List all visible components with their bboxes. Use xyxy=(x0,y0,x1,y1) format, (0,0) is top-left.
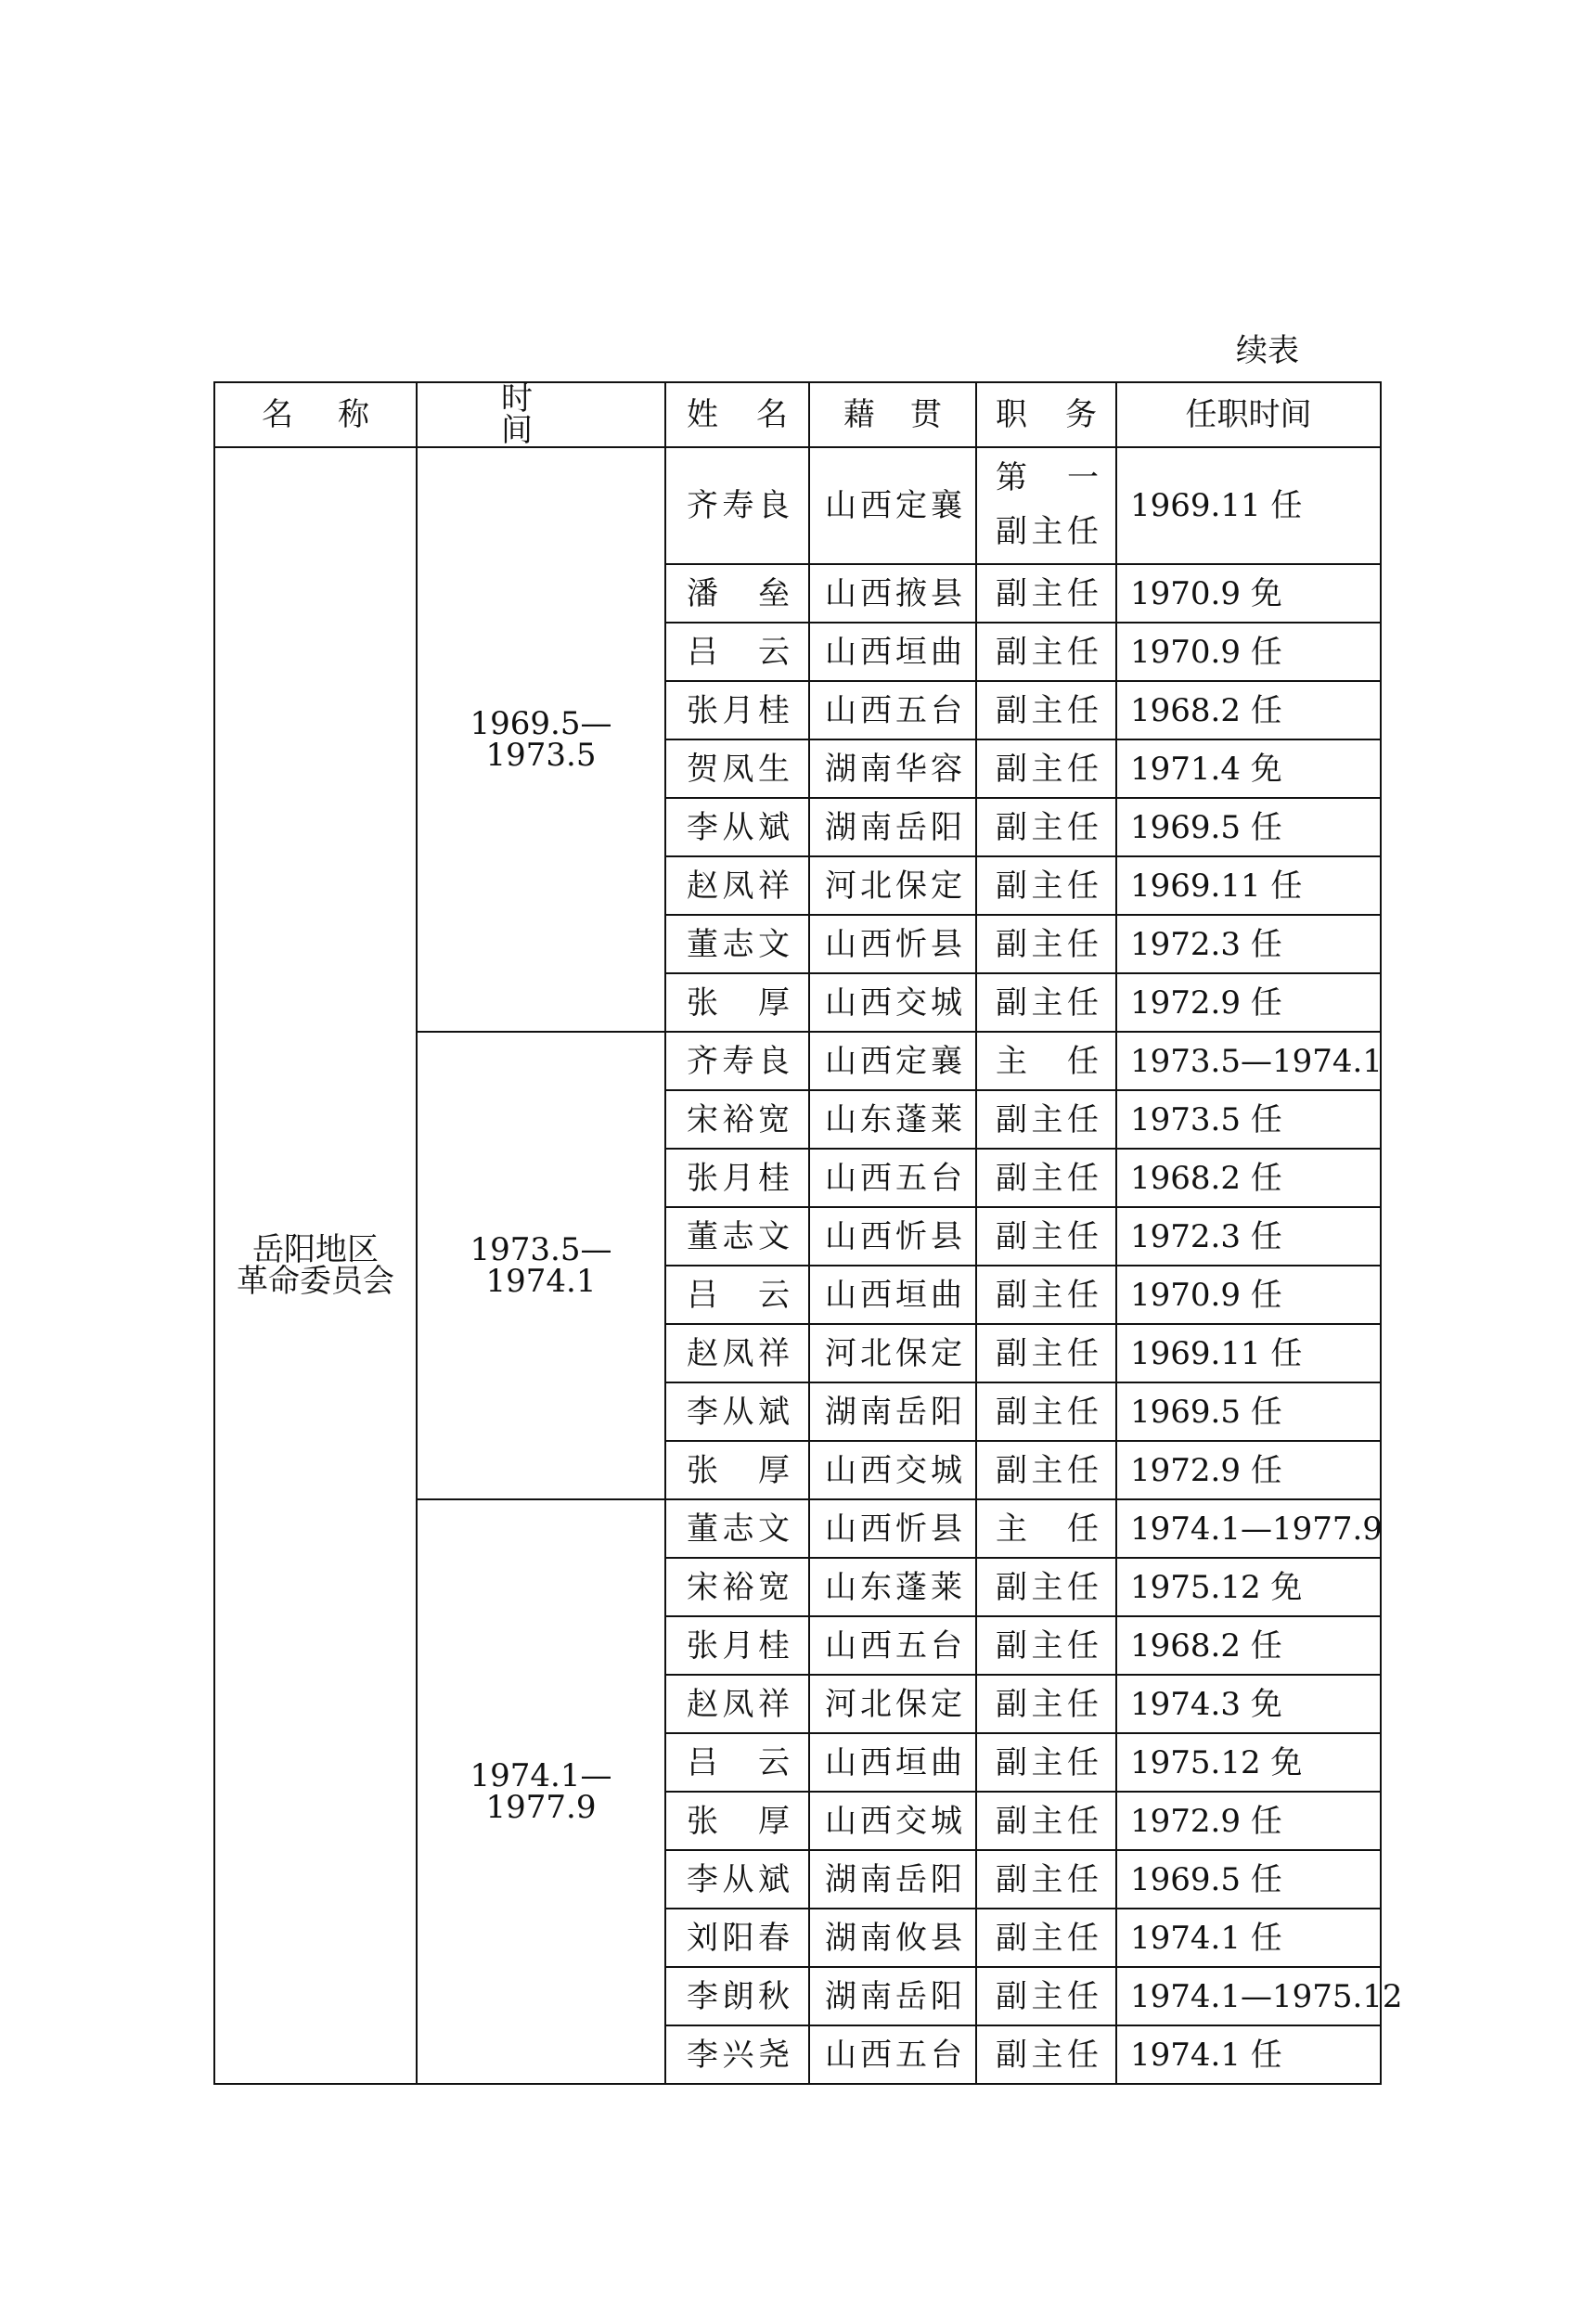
name-cell: 董志文 xyxy=(665,1207,809,1266)
term-cell: 1970.9 免 xyxy=(1116,564,1381,623)
place-cell: 河北保定 xyxy=(809,856,976,915)
place-cell: 山西垣曲 xyxy=(809,1733,976,1792)
name-cell: 宋裕宽 xyxy=(665,1558,809,1616)
header-row xyxy=(214,382,1381,447)
place-cell: 山西忻县 xyxy=(809,915,976,973)
name-cell: 李朗秋 xyxy=(665,1967,809,2025)
name-cell: 董志文 xyxy=(665,1499,809,1558)
name-cell: 吕 云 xyxy=(665,1266,809,1324)
place-cell: 山东蓬莱 xyxy=(809,1558,976,1616)
table-row xyxy=(214,447,1381,564)
header-term: 任职时间 xyxy=(1116,382,1381,447)
name-cell: 张 厚 xyxy=(665,973,809,1032)
position-line: 第 一 xyxy=(996,459,1099,497)
position-cell xyxy=(976,447,1116,564)
name-cell: 刘阳春 xyxy=(665,1909,809,1967)
header-org: 名 称 xyxy=(214,382,417,447)
name-cell: 张月桂 xyxy=(665,1149,809,1207)
header-period: 时 间 xyxy=(417,382,665,447)
name-cell: 齐寿良 xyxy=(665,447,809,564)
name-cell: 董志文 xyxy=(665,915,809,973)
header-position: 职 务 xyxy=(976,382,1116,447)
term-cell: 1968.2 任 xyxy=(1116,681,1381,739)
position-cell: 副主任 xyxy=(976,973,1116,1032)
term-cell: 1972.3 任 xyxy=(1116,1207,1381,1266)
position-cell: 副主任 xyxy=(976,798,1116,856)
position-cell: 副主任 xyxy=(976,1558,1116,1616)
term-cell: 1969.5 任 xyxy=(1116,1382,1381,1441)
period-cell: 1974.1—1977.9 xyxy=(417,1499,665,2084)
place-cell: 湖南岳阳 xyxy=(809,1967,976,2025)
name-cell: 张 厚 xyxy=(665,1441,809,1499)
position-cell: 副主任 xyxy=(976,856,1116,915)
term-cell: 1972.9 任 xyxy=(1116,973,1381,1032)
name-cell: 张月桂 xyxy=(665,1616,809,1675)
term-cell: 1974.1—1977.9 xyxy=(1116,1499,1381,1558)
position-cell: 副主任 xyxy=(976,1149,1116,1207)
place-cell: 山西交城 xyxy=(809,1792,976,1850)
term-cell: 1974.1 任 xyxy=(1116,1909,1381,1967)
organization-cell xyxy=(214,447,417,2084)
name-cell: 齐寿良 xyxy=(665,1032,809,1090)
place-cell: 湖南岳阳 xyxy=(809,798,976,856)
position-cell: 副主任 xyxy=(976,564,1116,623)
term-cell: 1969.11 任 xyxy=(1116,447,1381,564)
name-cell: 李从斌 xyxy=(665,1850,809,1909)
place-cell: 山东蓬莱 xyxy=(809,1090,976,1149)
name-cell: 吕 云 xyxy=(665,623,809,681)
place-cell: 山西五台 xyxy=(809,1616,976,1675)
position-cell: 主 任 xyxy=(976,1032,1116,1090)
position-cell: 副主任 xyxy=(976,623,1116,681)
name-cell: 潘 垒 xyxy=(665,564,809,623)
position-cell: 副主任 xyxy=(976,1675,1116,1733)
term-cell: 1972.9 任 xyxy=(1116,1441,1381,1499)
term-cell: 1968.2 任 xyxy=(1116,1616,1381,1675)
term-cell: 1974.1 任 xyxy=(1116,2025,1381,2084)
position-cell: 副主任 xyxy=(976,1967,1116,2025)
period-cell: 1969.5—1973.5 xyxy=(417,447,665,1032)
place-cell: 山西五台 xyxy=(809,2025,976,2084)
position-cell: 副主任 xyxy=(976,1616,1116,1675)
term-cell: 1969.11 任 xyxy=(1116,1324,1381,1382)
place-cell: 山西五台 xyxy=(809,681,976,739)
name-cell: 宋裕宽 xyxy=(665,1090,809,1149)
term-cell: 1975.12 免 xyxy=(1116,1558,1381,1616)
place-cell: 山西定襄 xyxy=(809,447,976,564)
term-cell: 1970.9 任 xyxy=(1116,623,1381,681)
place-cell: 山西掖县 xyxy=(809,564,976,623)
place-cell: 山西忻县 xyxy=(809,1207,976,1266)
name-cell: 张 厚 xyxy=(665,1792,809,1850)
term-cell: 1970.9 任 xyxy=(1116,1266,1381,1324)
name-cell: 李从斌 xyxy=(665,798,809,856)
name-cell: 吕 云 xyxy=(665,1733,809,1792)
term-cell: 1973.5—1974.1 xyxy=(1116,1032,1381,1090)
position-cell: 副主任 xyxy=(976,1909,1116,1967)
header-place: 藉 贯 xyxy=(809,382,976,447)
place-cell: 湖南华容 xyxy=(809,739,976,798)
term-cell: 1969.5 任 xyxy=(1116,1850,1381,1909)
officials-table xyxy=(213,380,1403,2085)
position-cell: 副主任 xyxy=(976,2025,1116,2084)
name-cell: 张月桂 xyxy=(665,681,809,739)
place-cell: 湖南攸县 xyxy=(809,1909,976,1967)
place-cell: 湖南岳阳 xyxy=(809,1850,976,1909)
place-cell: 山西五台 xyxy=(809,1149,976,1207)
place-cell: 山西垣曲 xyxy=(809,623,976,681)
term-cell: 1972.9 任 xyxy=(1116,1792,1381,1850)
place-cell: 河北保定 xyxy=(809,1324,976,1382)
position-cell: 副主任 xyxy=(976,1792,1116,1850)
position-cell: 副主任 xyxy=(976,1733,1116,1792)
header-name: 姓 名 xyxy=(665,382,809,447)
organization-line1: 岳阳地区 xyxy=(252,1231,379,1268)
position-cell: 主 任 xyxy=(976,1499,1116,1558)
period-cell: 1973.5—1974.1 xyxy=(417,1032,665,1499)
place-cell: 山西忻县 xyxy=(809,1499,976,1558)
position-cell: 副主任 xyxy=(976,739,1116,798)
position-line: 副主任 xyxy=(996,513,1099,550)
name-cell: 赵凤祥 xyxy=(665,856,809,915)
term-cell: 1971.4 免 xyxy=(1116,739,1381,798)
position-cell: 副主任 xyxy=(976,681,1116,739)
term-cell: 1973.5 任 xyxy=(1116,1090,1381,1149)
position-cell: 副主任 xyxy=(976,1441,1116,1499)
place-cell: 河北保定 xyxy=(809,1675,976,1733)
term-cell: 1969.11 任 xyxy=(1116,856,1381,915)
position-cell: 副主任 xyxy=(976,1382,1116,1441)
name-cell: 李兴尧 xyxy=(665,2025,809,2084)
name-cell: 赵凤祥 xyxy=(665,1675,809,1733)
name-cell: 赵凤祥 xyxy=(665,1324,809,1382)
term-cell: 1974.1—1975.12 xyxy=(1116,1967,1381,2025)
position-cell: 副主任 xyxy=(976,1324,1116,1382)
term-cell: 1969.5 任 xyxy=(1116,798,1381,856)
place-cell: 山西交城 xyxy=(809,973,976,1032)
place-cell: 山西垣曲 xyxy=(809,1266,976,1324)
term-cell: 1972.3 任 xyxy=(1116,915,1381,973)
position-cell: 副主任 xyxy=(976,1850,1116,1909)
place-cell: 山西交城 xyxy=(809,1441,976,1499)
name-cell: 贺凤生 xyxy=(665,739,809,798)
position-cell: 副主任 xyxy=(976,915,1116,973)
continued-label: 续表 xyxy=(1236,332,1299,369)
name-cell: 李从斌 xyxy=(665,1382,809,1441)
organization-line2: 革命委员会 xyxy=(237,1263,394,1300)
position-cell: 副主任 xyxy=(976,1207,1116,1266)
position-cell: 副主任 xyxy=(976,1266,1116,1324)
position-cell: 副主任 xyxy=(976,1090,1116,1149)
place-cell: 山西定襄 xyxy=(809,1032,976,1090)
term-cell: 1974.3 免 xyxy=(1116,1675,1381,1733)
term-cell: 1975.12 免 xyxy=(1116,1733,1381,1792)
term-cell: 1968.2 任 xyxy=(1116,1149,1381,1207)
place-cell: 湖南岳阳 xyxy=(809,1382,976,1441)
